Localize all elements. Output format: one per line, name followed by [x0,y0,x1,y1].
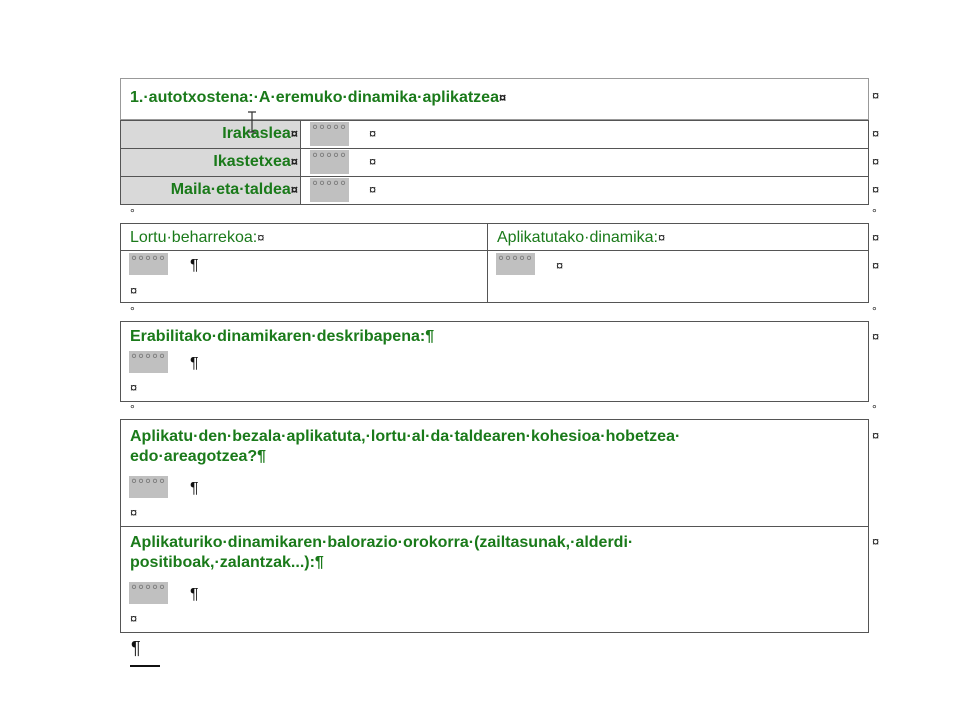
column-divider [300,120,301,205]
description-title: Erabilitako·dinamikaren·deskribapena:¶ [130,328,435,345]
cohesion-field[interactable]: °°°°° [129,476,168,498]
cell-end-mark: ¤ [130,283,138,298]
cell-end-mark: ¤ [556,258,564,273]
overall-evaluation-field[interactable]: °°°°° [129,582,168,604]
row-end-mark: ¤ [872,154,880,169]
aplikatutako-dinamika-header: Aplikatutako·dinamika:¤ [497,229,666,246]
ikastetxea-field[interactable]: °°°°° [310,150,349,174]
maila-eta-taldea-field[interactable]: °°°°° [310,178,349,202]
row-divider [120,250,869,251]
row-end-mark: ¤ [872,88,880,103]
final-pilcrow: ¶ [131,638,141,658]
row-end-mark: ¤ [872,534,880,549]
form-title: 1.·autotxostena:·A·eremuko·dinamika·aplikatzea¤ [130,89,507,106]
row-end-mark: ¤ [872,126,880,141]
pilcrow: ¶ [190,355,199,372]
overall-evaluation-title: Aplikaturiko·dinamikaren·balorazio·orokorra·(zailtasunak,·alderdi· positiboak,·zalantzak...):¶ [130,534,634,571]
label-maila-eta-taldea: Maila·eta·taldea¤ [121,177,300,204]
row-end-mark: ¤ [872,329,880,344]
cell-end-mark: ¤ [369,126,377,141]
label-ikastetxea: Ikastetxea¤ [121,149,300,176]
row-divider [120,526,869,527]
text-cursor-underline [130,665,160,667]
label-irakaslea: Irakaslea¤ [121,121,300,148]
irakaslea-field[interactable]: °°°°° [310,122,349,146]
spacer-mark: ° [130,206,135,220]
pilcrow: ¶ [190,586,199,603]
row-end-mark: ¤ [872,258,880,273]
lortu-beharrekoa-header: Lortu·beharrekoa:¤ [130,229,265,246]
lortu-beharrekoa-field[interactable]: °°°°° [129,253,168,275]
spacer-mark: ° [130,402,135,416]
spacer-mark: ° [872,206,877,220]
row-end-mark: ¤ [872,230,880,245]
spacer-mark: ° [130,304,135,318]
description-field[interactable]: °°°°° [129,351,168,373]
cell-end-mark: ¤ [369,154,377,169]
row-end-mark: ¤ [872,428,880,443]
spacer-mark: ° [872,304,877,318]
column-divider [487,223,488,303]
aplikatutako-dinamika-field[interactable]: °°°°° [496,253,535,275]
ibeam-cursor-icon [246,111,258,133]
pilcrow: ¶ [190,257,199,274]
spacer-mark: ° [872,402,877,416]
cell-end-mark: ¤ [130,611,138,626]
cohesion-question: Aplikatu·den·bezala·aplikatuta,·lortu·al·da·taldearen·kohesioa·hobetzea· edo·areagotzea?¶ [130,428,681,465]
cell-end-mark: ¤ [369,182,377,197]
row-end-mark: ¤ [872,182,880,197]
cell-end-mark: ¤ [130,505,138,520]
cell-end-mark: ¤ [130,380,138,395]
pilcrow: ¶ [190,480,199,497]
